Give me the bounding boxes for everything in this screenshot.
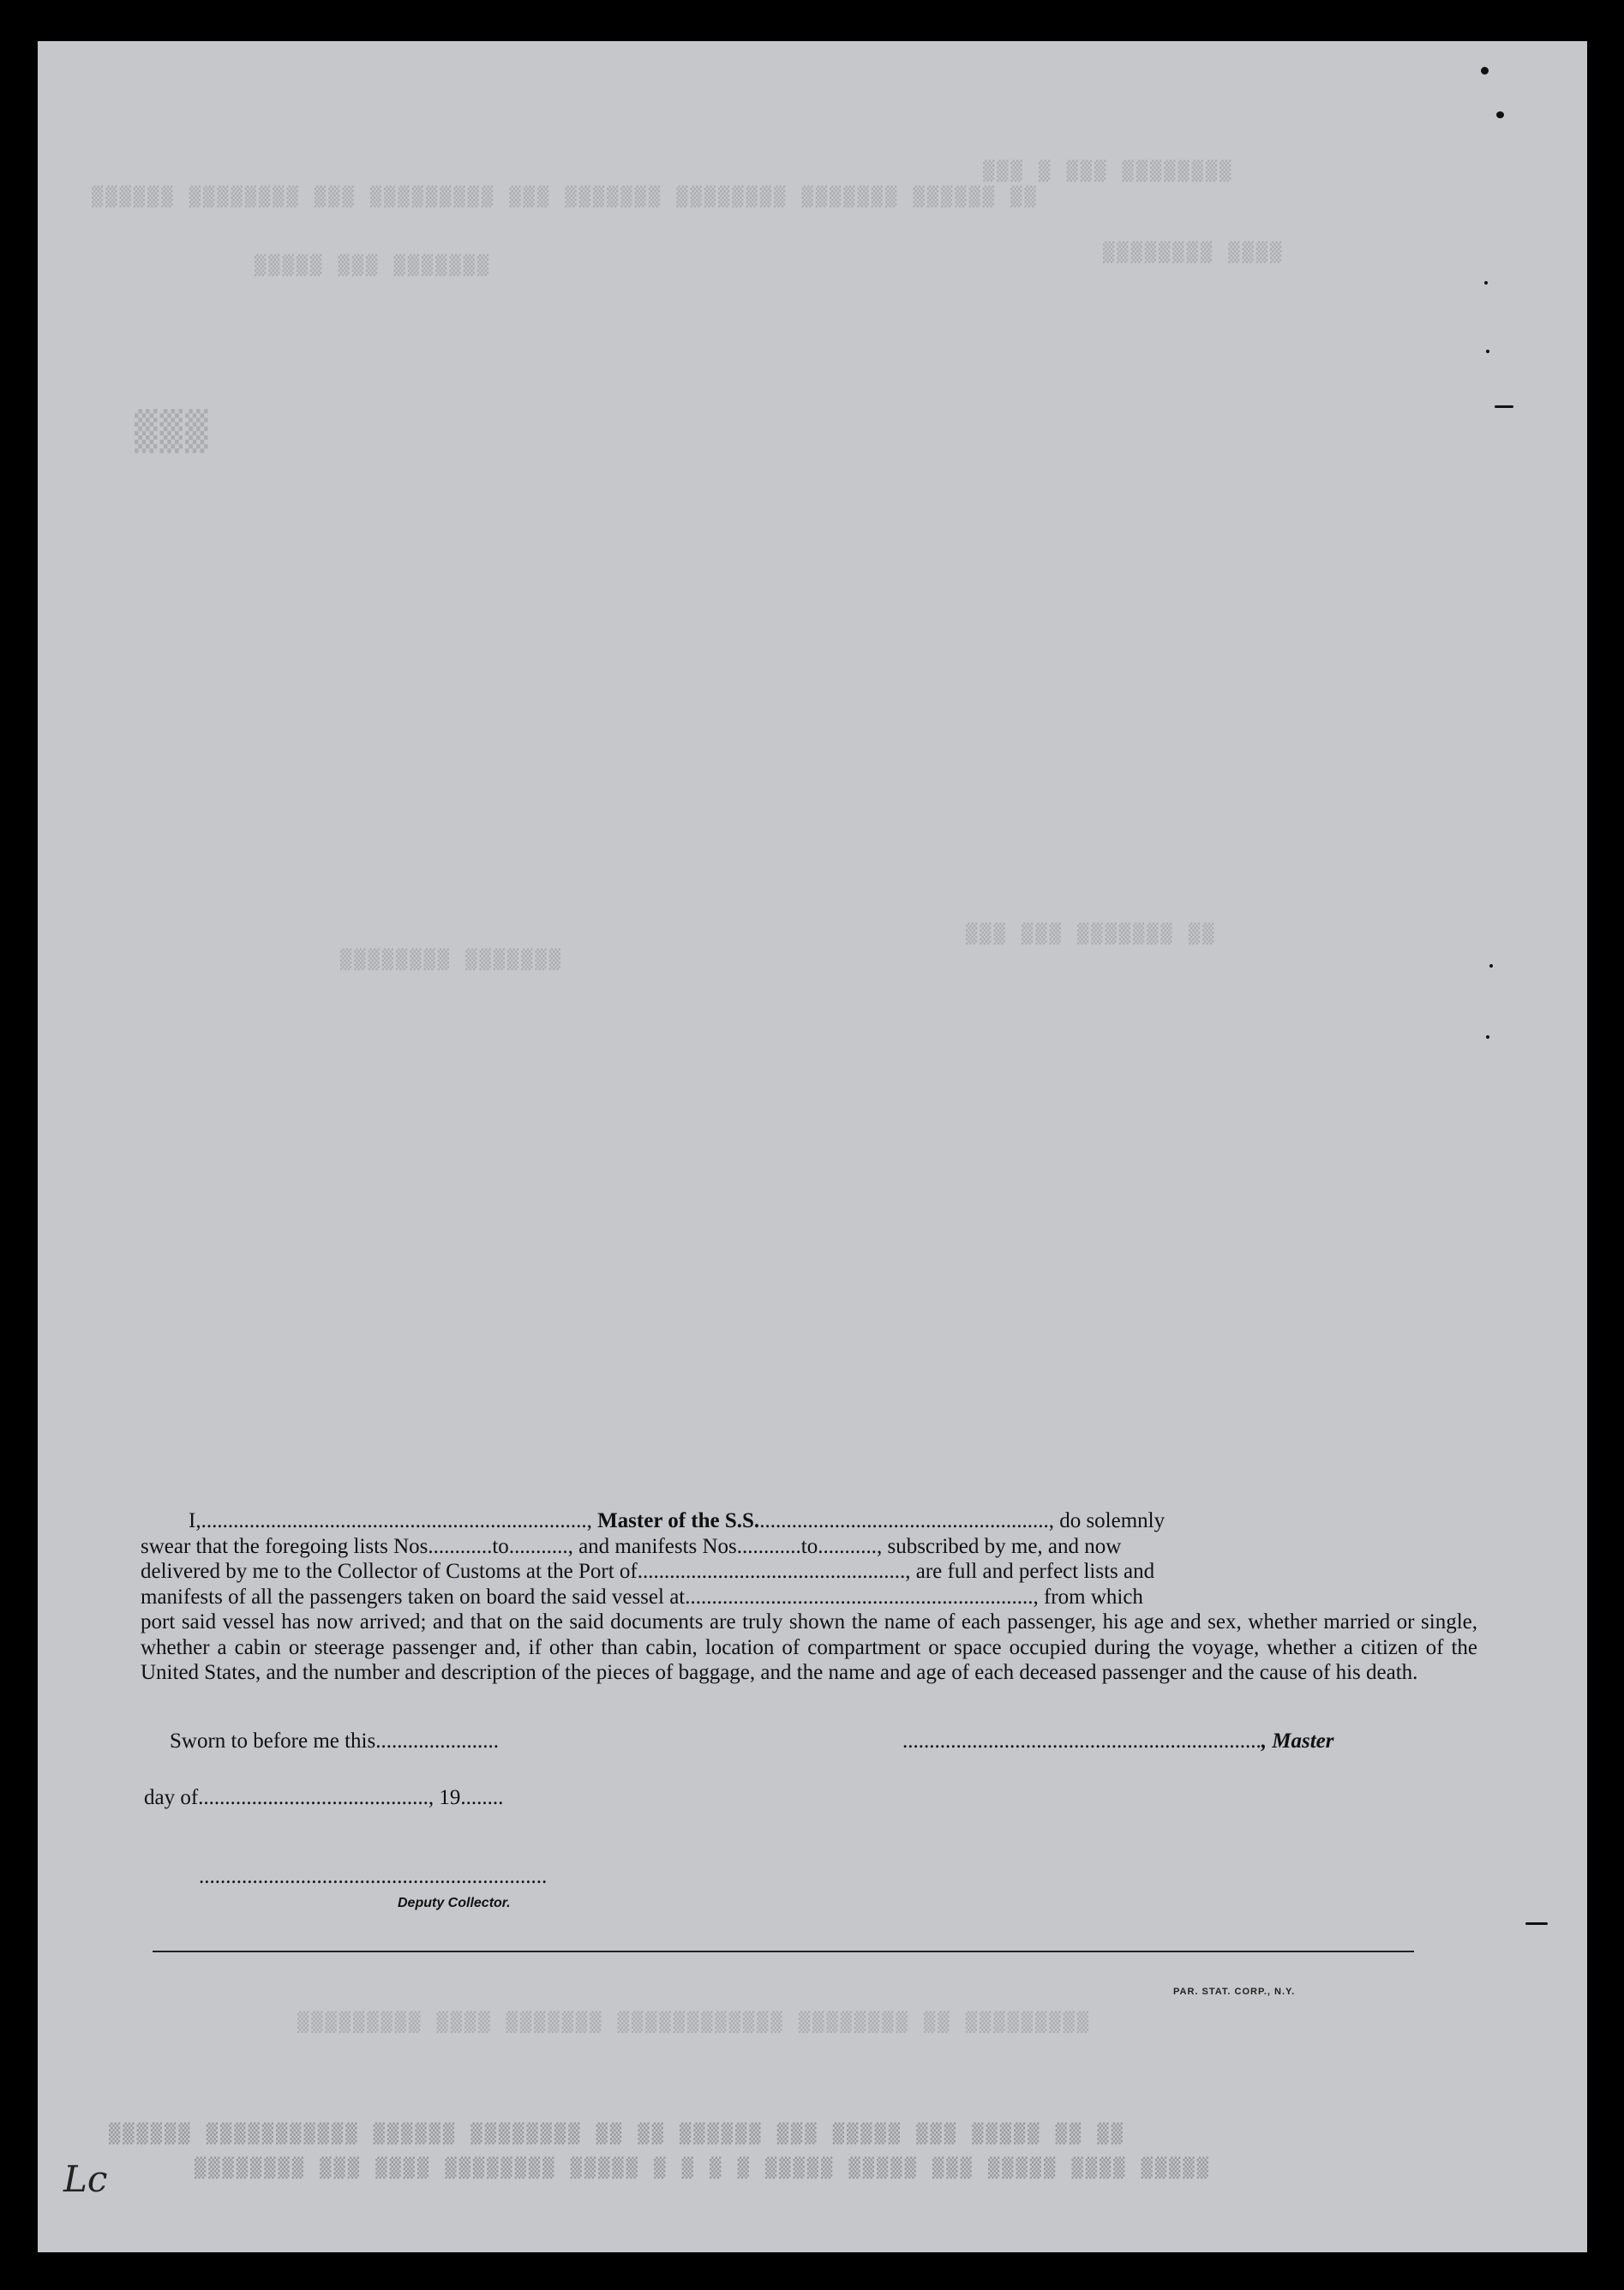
year-prefix: , 19 [428, 1786, 461, 1809]
oath-text: , are full and perfect lists and [905, 1560, 1155, 1583]
bleed-through-line: ▒▒▒▒▒▒▒▒▒ ▒▒ ▒▒▒▒▒▒▒▒ ▒▒▒▒▒▒▒▒▒▒▒▒ ▒▒▒▒▒▒▒ ▒▒▒▒ ▒▒▒▒▒▒▒▒▒ [295, 2012, 1088, 2034]
bleed-through-line: ▒▒▒▒ ▒▒▒▒▒▒▒▒ [1100, 243, 1282, 264]
oath-line-3: delivered by me to the Collector of Customs at the Port of.................................................., are full and perfect lists and [141, 1560, 1155, 1583]
sworn-text: Sworn to before me this [170, 1729, 376, 1753]
master-label: , Master [1261, 1729, 1334, 1753]
bleed-through-line: ▒▒▒▒▒ ▒▒▒▒ ▒▒▒▒▒ ▒▒▒ ▒▒▒▒▒ ▒▒▒▒▒ ▒ ▒ ▒ ▒ ▒▒▒▒▒ ▒▒▒▒▒▒▒▒ ▒▒▒▒ ▒▒▒ ▒▒▒▒▒▒▒▒ [192, 2158, 1208, 2179]
master-signature-line: ..................................................................., Master [902, 1729, 1334, 1753]
bleed-through-line: ▒▒▒▒▒▒▒ ▒▒▒ ▒▒▒▒▒ [252, 255, 489, 277]
deputy-signature-line: ................................................................. [199, 1865, 548, 1888]
oath-text: manifests of all the passengers taken on board the said vessel at [141, 1585, 686, 1609]
bleed-through-line: ▒▒ ▒▒▒▒▒▒▒ ▒▒▒ ▒▒▒ [963, 924, 1214, 945]
bleed-through-line: ▒▒▒ [132, 410, 208, 453]
oath-text: swear that the foregoing lists Nos [141, 1534, 428, 1558]
oath-text: delivered by me to the Collector of Customs at the Port of [141, 1560, 638, 1583]
oath-text: to [800, 1534, 818, 1558]
oath-text: to [492, 1534, 509, 1558]
speck-mark [1495, 405, 1513, 408]
oath-text: , from which [1033, 1585, 1143, 1609]
day-of-label: day of [144, 1786, 199, 1809]
speck-mark [1486, 1035, 1489, 1039]
bleed-through-line: ▒▒ ▒▒ ▒▒▒▒▒ ▒▒▒ ▒▒▒▒▒ ▒▒▒ ▒▒▒▒▒▒ ▒▒ ▒▒ ▒▒▒▒▒▒▒▒ ▒▒▒▒▒▒ ▒▒▒▒▒▒▒▒▒▒▒ ▒▒▒▒▒▒ [106, 2124, 1123, 2145]
speck-mark [1489, 964, 1493, 968]
oath-rest: port said vessel has now arrived; and that on the said documents are truly shown the name of each passenger, his age and sex, whether married or single, whether a cabin or steerage passenger and, if other than cabin, location of compartment or space occupied during the voyage, whether a citizen of the United States, and the number and description of the pieces of baggage, and the name and age of each deceased passenger and the cause of his death. [141, 1610, 1477, 1684]
bleed-through-line: ▒▒ ▒▒▒▒▒▒ ▒▒▒▒▒▒▒ ▒▒▒▒▒▒▒▒ ▒▒▒▒▒▒▒ ▒▒▒ ▒▒▒▒▒▒▒▒▒ ▒▒▒ ▒▒▒▒▒▒▒▒ ▒▒▒▒▒▒ [89, 187, 1036, 208]
printer-imprint: PAR. STAT. CORP., N.Y. [1173, 1987, 1296, 1997]
manifest-page [38, 41, 1587, 2252]
sworn-before-me-label: Sworn to before me this....................... [170, 1729, 499, 1753]
bleed-through-line: ▒▒▒▒▒▒▒▒ ▒▒▒ ▒ ▒▒▒ [980, 161, 1231, 183]
speck-mark [1481, 67, 1489, 75]
oath-line-4: manifests of all the passengers taken on board the said vessel at................................................................., from which [141, 1585, 1143, 1609]
oath-text: , do solemnly [1048, 1509, 1166, 1532]
oath-text: , [586, 1509, 598, 1532]
speck-mark [1484, 281, 1488, 285]
oath-line-1: I,........................................................................, Master of the S.S......................................................., do solemnly [189, 1509, 1166, 1532]
day-of-line: day of..........................................., 19........ [144, 1786, 504, 1809]
deputy-collector-label: Deputy Collector. [398, 1896, 511, 1910]
oath-paragraph [141, 1508, 1477, 1686]
horizontal-rule [153, 1951, 1414, 1952]
speck-mark [1525, 1922, 1548, 1925]
master-of-ss-label: Master of the S.S. [597, 1509, 760, 1532]
oath-line-2: swear that the foregoing lists Nos............to..........., and manifests Nos............to..........., subscribed by me, and now [141, 1534, 1122, 1558]
oath-text: I, [189, 1509, 201, 1532]
bleed-through-line: ▒▒▒▒▒▒▒ ▒▒▒▒▒▒▒▒ [338, 950, 560, 971]
speck-mark [1496, 111, 1504, 118]
oath-text: , subscribed by me, and now [876, 1534, 1122, 1558]
handwritten-initials: Lc [63, 2158, 108, 2200]
oath-text: , and manifests Nos [567, 1534, 737, 1558]
speck-mark [1486, 350, 1489, 353]
